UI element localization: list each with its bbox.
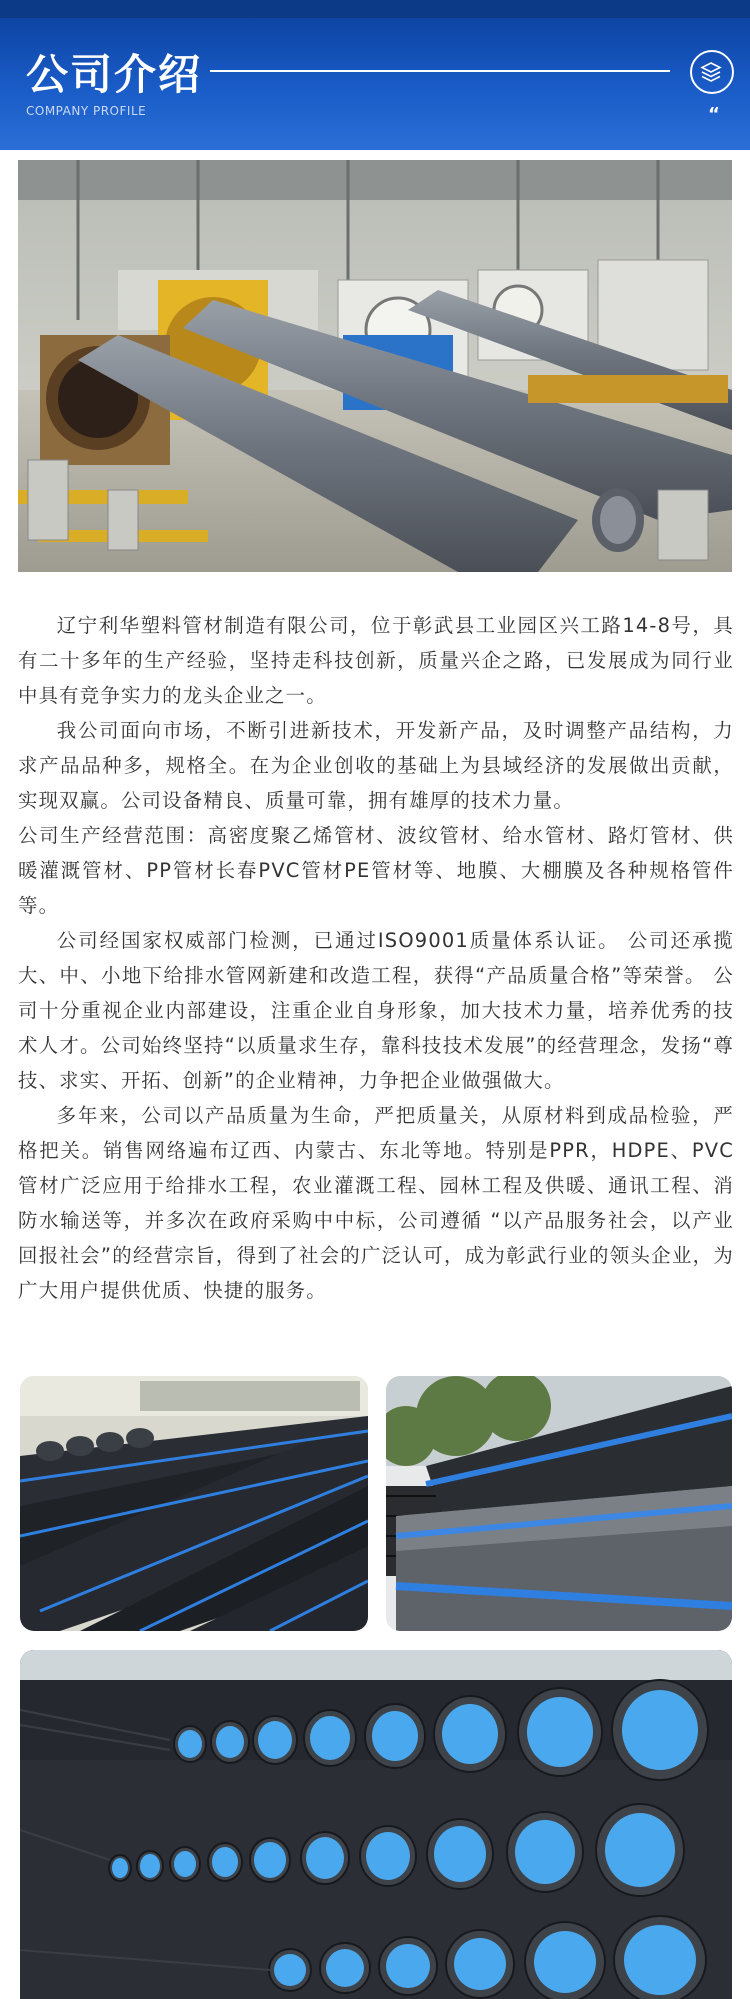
paragraph-quality: 多年来，公司以产品质量为生命，严把质量关，从原材料到成品检验，严格把关。销售网络遍布辽西、内蒙古、东北等地。特别是PPR，HDPE、PVC管材广泛应用于给排水工程，农业灌溉工程、园林工程及供暖、通讯工程、消防水输送等，并多次在政府采购中中标，公司遵循 “以产品服务社会，以产业回报社会”的经营宗旨，得到了社会的广泛认可，成为彰武行业的领头企业，为广大用户提供优质、快捷的服务。 xyxy=(18,1104,734,1302)
pe-pipe-stack-photo xyxy=(20,1376,368,1631)
page-header xyxy=(0,0,750,150)
company-description xyxy=(18,608,734,1308)
paragraph-intro: 辽宁利华塑料管材制造有限公司，位于彰武县工业园区兴工路14-8号，具有二十多年的生产经验，坚持走科技创新，质量兴企之路，已发展成为同行业中具有竞争实力的龙头企业之一。 xyxy=(18,614,734,707)
page-title: 公司介绍 xyxy=(26,50,203,99)
header-top-band xyxy=(0,0,750,18)
pe-pipe-closeup-photo xyxy=(386,1376,732,1631)
corrugated-pipe-photo xyxy=(20,1650,732,1999)
paragraph-business-scope: 公司生产经营范围：高密度聚乙烯管材、波纹管材、给水管材、路灯管材、供暖灌溉管材、PP管材长春PVC管材PE管材等、地膜、大棚膜及各种规格管件等。 xyxy=(18,824,734,917)
quote-mark: “ xyxy=(708,104,720,125)
page-subtitle: COMPANY PROFILE xyxy=(26,104,147,118)
layers-icon xyxy=(690,50,734,94)
paragraph-certification: 公司经国家权威部门检测，已通过ISO9001质量体系认证。 公司还承揽大、中、小地下给排水管网新建和改造工程，获得“产品质量合格”等荣誉。 公司十分重视企业内部建设，注重企业自身形象，加大技术力量，培养优秀的技术人才。公司始终坚持“以质量求生存，靠科技技术发展”的经营理念，发扬“尊技、求实、开拓、创新”的企业精神，力争把企业做强做大。 xyxy=(18,929,734,1092)
factory-photo xyxy=(18,160,732,572)
paragraph-market: 我公司面向市场，不断引进新技术，开发新产品，及时调整产品结构，力求产品品种多，规格全。在为企业创收的基础上为县域经济的发展做出贡献，实现双赢。公司设备精良、质量可靠，拥有雄厚的技术力量。 xyxy=(18,719,734,812)
header-divider xyxy=(210,70,670,72)
